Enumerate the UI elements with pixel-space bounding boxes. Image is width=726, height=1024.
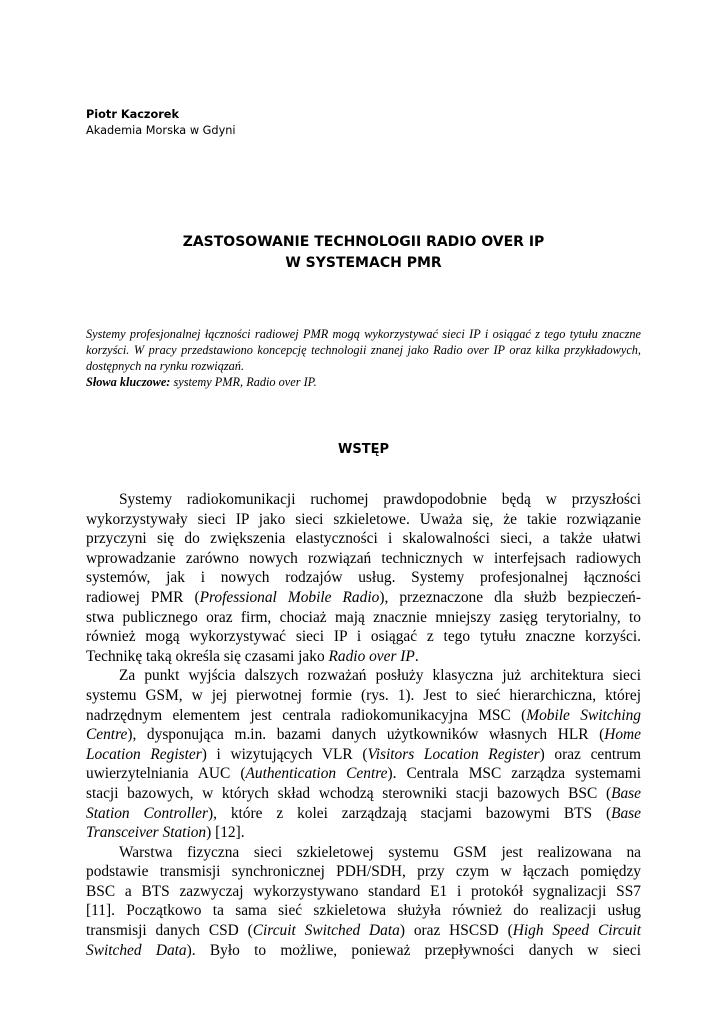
- text-span: systemu GSM, w jej pierwotnej formie (rys. 1). Jest to sieć hierarchiczna, której: [86, 686, 641, 704]
- text-line: [86, 745, 641, 765]
- text-span-italic: Centre: [86, 726, 128, 744]
- text-span: Warstwa fizyczna sieci szkieletowej systemu GSM jest realizowana na: [119, 843, 641, 861]
- author-name: Piotr Kaczorek: [86, 108, 179, 121]
- text-span: przyczyni się do zwiększenia elastyczności i skalowalności sieci, a także ułatwi: [86, 530, 641, 548]
- text-span: wprowadzanie zarówno nowych rozwiązań technicznych w interfejsach radiowych: [86, 549, 641, 567]
- text-span-italic: Circuit Switched Data: [252, 922, 400, 940]
- text-span-italic: High Speed Circuit: [512, 922, 641, 940]
- text-span: ). Było to możliwe, ponieważ przepływności danych w sieci: [186, 941, 641, 959]
- author-affiliation: Akademia Morska w Gdyni: [86, 124, 236, 137]
- abstract-line-3: przykładowych, dostępnych na rynku rozwiązań.: [86, 343, 641, 373]
- paragraph-1: [86, 490, 641, 666]
- text-span: .: [414, 647, 419, 665]
- text-span: nadrzędnym elementem jest centrala radiokomunikacyjna MSC (: [86, 706, 527, 724]
- paper-title: [86, 232, 641, 274]
- text-span: uwierzytelniania AUC (: [86, 765, 246, 783]
- body-text: [86, 490, 641, 960]
- text-line: [86, 941, 641, 961]
- text-span: systemów, jak i nowych rodzajów usług. Systemy profesjonalnej łączności: [86, 569, 641, 587]
- text-line: [86, 608, 641, 628]
- text-span: stacji bazowych, w których skład wchodzą sterowniki stacji bazowych BSC (: [86, 784, 612, 802]
- text-line: [86, 588, 641, 608]
- text-span-italic: Base: [611, 804, 641, 822]
- title-line-1: ZASTOSOWANIE TECHNOLOGII RADIO OVER IP: [182, 234, 545, 250]
- text-span-italic: Location Register: [86, 745, 202, 763]
- text-span: Za punkt wyjścia dalszych rozważań posłuży klasyczna już architektura sieci: [119, 667, 641, 685]
- text-span: również mogą wykorzystywać sieci IP i osiągać z tego tytułu znaczne korzyści.: [86, 628, 641, 646]
- text-span: ), przeznaczone dla służb bezpieczeń-: [379, 588, 641, 606]
- text-span: ) oraz HSCSD (: [399, 922, 513, 940]
- text-line: [86, 804, 641, 824]
- text-span: [11]. Początkowo ta sama sieć szkieletowa służyła również do realizacji usług: [86, 902, 641, 920]
- text-span-italic: Station Controller: [86, 804, 208, 822]
- abstract-line-2: znaczne korzyści. W pracy przedstawiono koncepcję technologii znanej jako Radio over IP oraz kilka: [86, 327, 641, 357]
- text-line: [86, 490, 641, 510]
- text-span-italic: Mobile Switching: [526, 706, 641, 724]
- text-span-italic: Professional Mobile Radio: [199, 588, 380, 606]
- text-line: [86, 706, 641, 726]
- text-line: [86, 666, 641, 686]
- keywords-value: systemy PMR, Radio over IP.: [170, 375, 317, 389]
- author-block: [86, 107, 236, 139]
- abstract: [86, 326, 641, 390]
- text-span: ), które z kolei zarządzają stacjami bazowymi BTS (: [207, 804, 612, 822]
- text-span: Technikę taką określa się czasami jako: [86, 647, 329, 665]
- paragraph-3: [86, 843, 641, 961]
- text-line: [86, 843, 641, 863]
- title-line-2: W SYSTEMACH PMR: [285, 255, 442, 271]
- text-span-italic: Base: [611, 784, 641, 802]
- text-span: stwa publicznego oraz firm, chociaż mają znacznie mniejszy zasięg terytorialny, to: [86, 608, 641, 626]
- text-span-italic: Radio over IP: [328, 647, 415, 665]
- text-span: podstawie transmisji synchronicznej PDH/SDH, przy czym w łączach pomiędzy: [86, 863, 641, 881]
- text-span: ), dysponująca m.in. bazami danych użytkowników własnych HLR (: [127, 726, 605, 744]
- text-line: [86, 823, 641, 843]
- document-page: [86, 0, 641, 1024]
- text-line: [86, 686, 641, 706]
- text-line: [86, 901, 641, 921]
- text-line: [86, 862, 641, 882]
- text-line: [86, 568, 641, 588]
- text-line: [86, 784, 641, 804]
- text-span: ). Centrala MSC zarządza systemami: [387, 765, 641, 783]
- section-heading: WSTĘP: [338, 442, 389, 457]
- text-span-italic: Transceiver Station: [86, 824, 207, 842]
- text-line: [86, 882, 641, 902]
- text-span: BSC a BTS zazwyczaj wykorzystywano standard E1 i protokół sygnalizacji SS7: [86, 882, 641, 900]
- text-line: [86, 549, 641, 569]
- text-line: [86, 725, 641, 745]
- text-span: ) [12].: [206, 824, 245, 842]
- text-span-italic: Switched Data: [86, 941, 187, 959]
- text-line: [86, 921, 641, 941]
- text-span-italic: Visitors Location Register: [367, 745, 540, 763]
- keywords-label: Słowa kluczowe:: [86, 375, 171, 389]
- text-span: wykorzystywały sieci IP jako sieci szkieletowe. Uważa się, że takie rozwiązanie: [86, 510, 641, 528]
- text-line: [86, 764, 641, 784]
- paragraph-2: [86, 666, 641, 842]
- keywords: [86, 374, 641, 390]
- text-line: [86, 647, 641, 667]
- text-span: ) oraz centrum: [539, 745, 641, 763]
- text-span: Systemy radiokomunikacji ruchomej prawdopodobnie będą w przyszłości: [119, 491, 641, 508]
- text-span-italic: Authentication Centre: [245, 765, 388, 783]
- text-span: ) i wizytujących VLR (: [201, 745, 368, 763]
- text-line: [86, 529, 641, 549]
- text-span: radiowej PMR (: [86, 588, 200, 606]
- text-span: transmisji danych CSD (: [86, 922, 253, 940]
- text-line: [86, 510, 641, 530]
- text-span-italic: Home: [604, 726, 641, 744]
- abstract-line-1: Systemy profesjonalnej łączności radiowej PMR mogą wykorzystywać sieci IP i osiągać z tego tytułu: [86, 327, 603, 341]
- text-line: [86, 627, 641, 647]
- abstract-text: [86, 326, 641, 374]
